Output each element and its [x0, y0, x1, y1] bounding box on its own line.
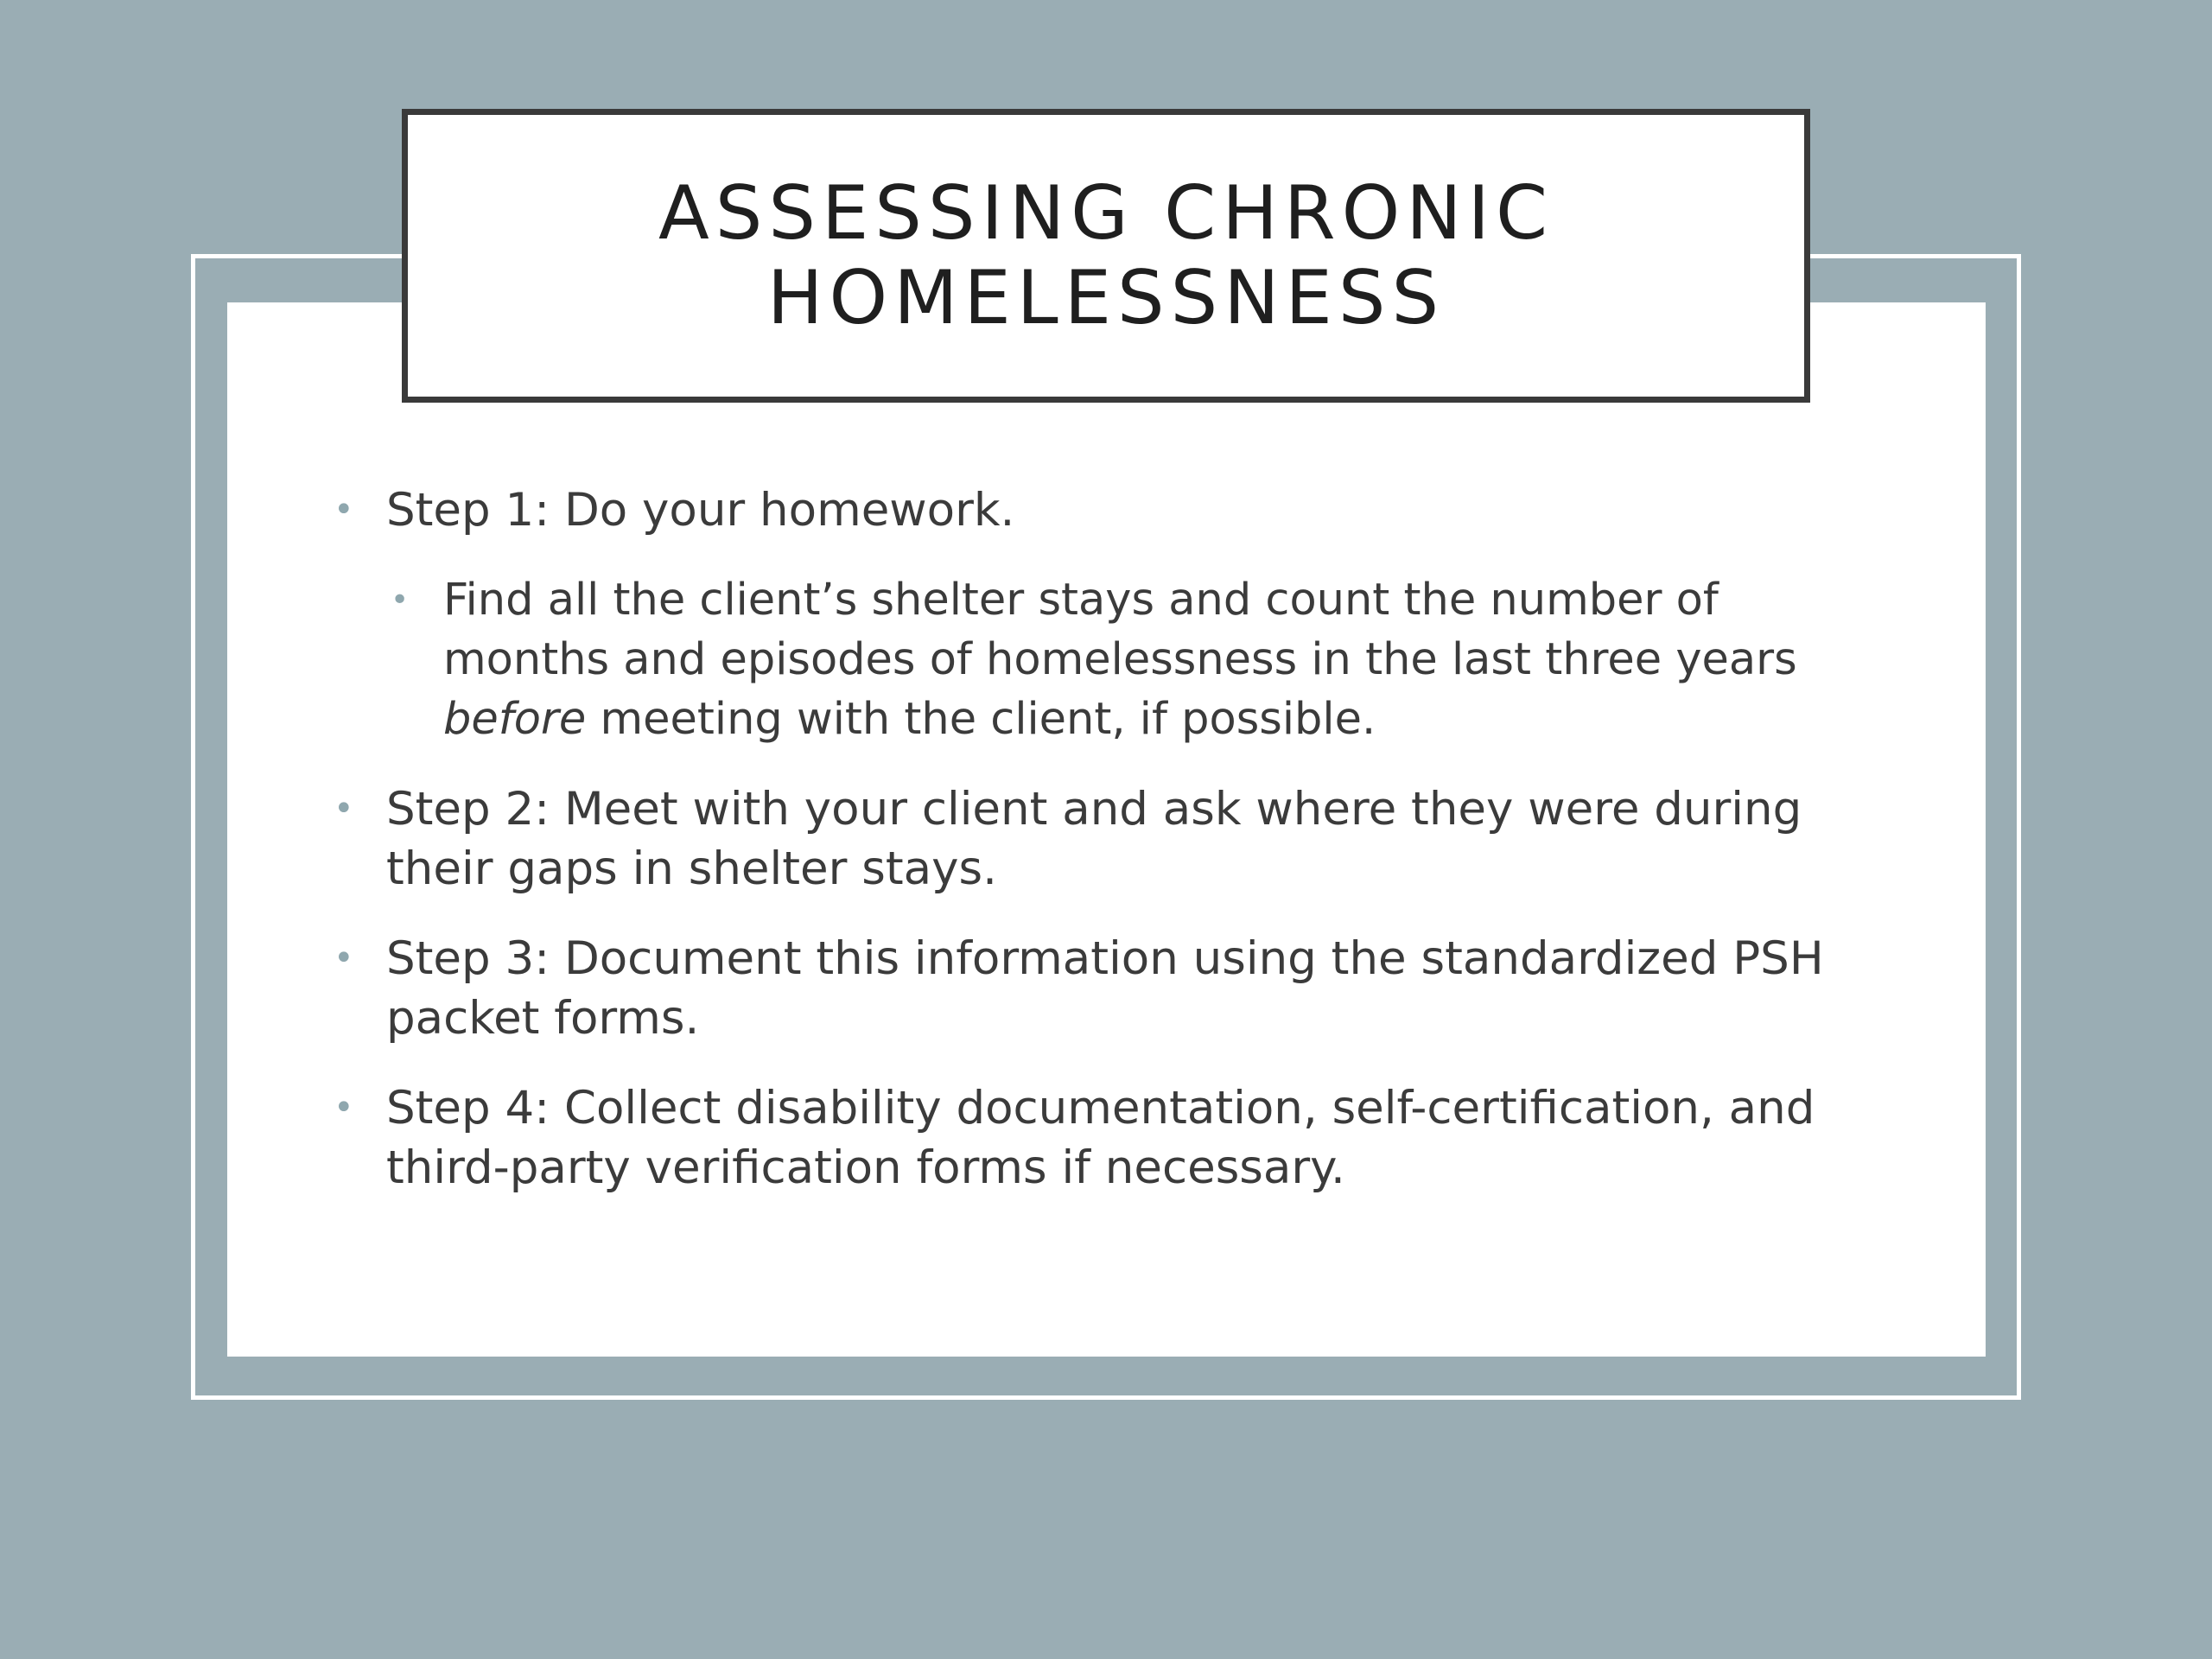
bullet-step-2: [323, 779, 1827, 899]
bullet-text: Step 4: Collect disability documentation, self-certification, and third-party verification forms if necessary.: [386, 1082, 1815, 1194]
slide-title: [658, 171, 1554, 340]
bullet-text-prefix: Find all the client’s shelter stays and count the number of months and episodes of homelessness in the last three years: [443, 575, 1797, 685]
bullet-text: Step 2: Meet with your client and ask where they were during their gaps in shelter stays.: [386, 783, 1802, 895]
title-line-1: ASSESSING CHRONIC: [658, 170, 1554, 257]
bullet-marker: •: [334, 490, 354, 530]
bullet-marker: •: [334, 1088, 354, 1128]
bullet-step-4: [323, 1078, 1827, 1198]
bullet-marker: •: [391, 582, 410, 618]
bullet-step-3: [323, 929, 1827, 1048]
title-box: [402, 109, 1810, 403]
bullet-text-suffix: meeting with the client, if possible.: [586, 694, 1376, 745]
bullet-list: [323, 480, 1827, 1228]
bullet-text-emphasis: before: [443, 694, 587, 745]
bullet-marker: •: [334, 789, 354, 829]
title-line-2: HOMELESSNESS: [766, 255, 1446, 341]
bullet-text: Step 3: Document this information using the standardized PSH packet forms.: [386, 932, 1824, 1045]
bullet-step-1: [323, 480, 1827, 540]
bullet-marker: •: [334, 938, 354, 978]
bullet-sub-step-1: [323, 570, 1809, 749]
bullet-text: Step 1: Do your homework.: [386, 484, 1015, 537]
